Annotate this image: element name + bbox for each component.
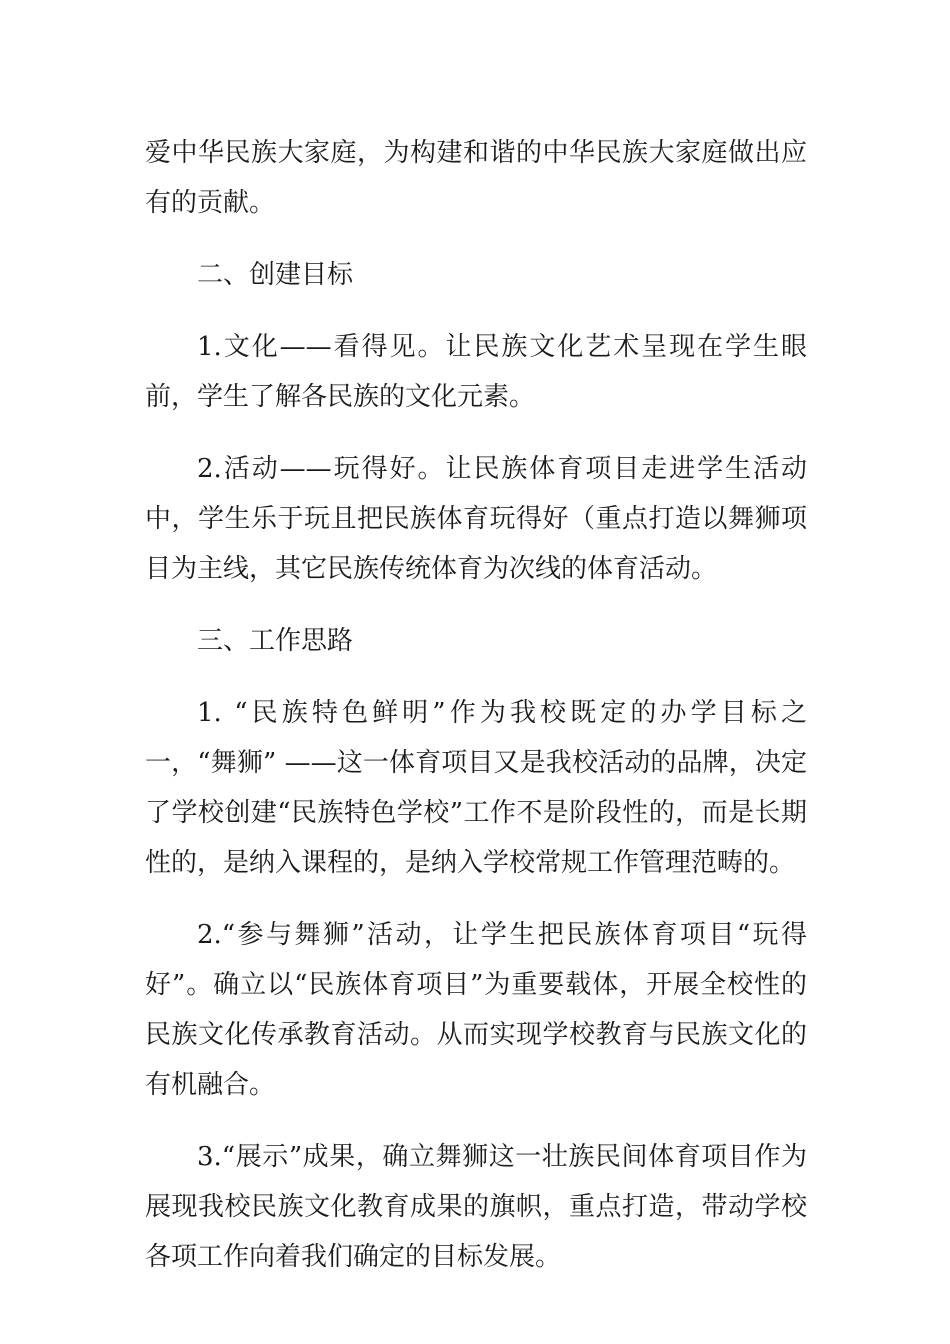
goal-item-activity: 2.活动——玩得好。让民族体育项目走进学生活动中，学生乐于玩且把民族体育玩得好（重点打造以舞狮项目为主线，其它民族传统体育为次线的体育活动。 bbox=[145, 454, 807, 584]
approach-item-3: 3.“展示”成果，确立舞狮这一壮族民间体育项目作为展现我校民族文化教育成果的旗帜，重点打造，带动学校各项工作向着我们确定的目标发展。 bbox=[145, 1142, 807, 1272]
approach-item-1: 1. “民族特色鲜明”作为我校既定的办学目标之一，“舞狮” ——这一体育项目又是我校活动的品牌，决定了学校创建“民族特色学校”工作不是阶段性的，而是长期性的，是纳入课程的，是纳入学校常规工作管理范畴的。 bbox=[145, 698, 807, 878]
document-body bbox=[145, 128, 807, 1304]
goal-item-culture: 1.文化——看得见。让民族文化艺术呈现在学生眼前，学生了解各民族的文化元素。 bbox=[145, 332, 807, 412]
approach-item-2: 2.“参与舞狮”活动，让学生把民族体育项目“玩得好”。确立以“民族体育项目”为重要载体，开展全校性的民族文化传承教育活动。从而实现学校教育与民族文化的有机融合。 bbox=[145, 920, 807, 1100]
section-heading-approach: 三、工作思路 bbox=[197, 626, 354, 656]
section-heading-goals: 二、创建目标 bbox=[197, 260, 354, 290]
paragraph-continuation: 爱中华民族大家庭，为构建和谐的中华民族大家庭做出应有的贡献。 bbox=[145, 138, 807, 218]
